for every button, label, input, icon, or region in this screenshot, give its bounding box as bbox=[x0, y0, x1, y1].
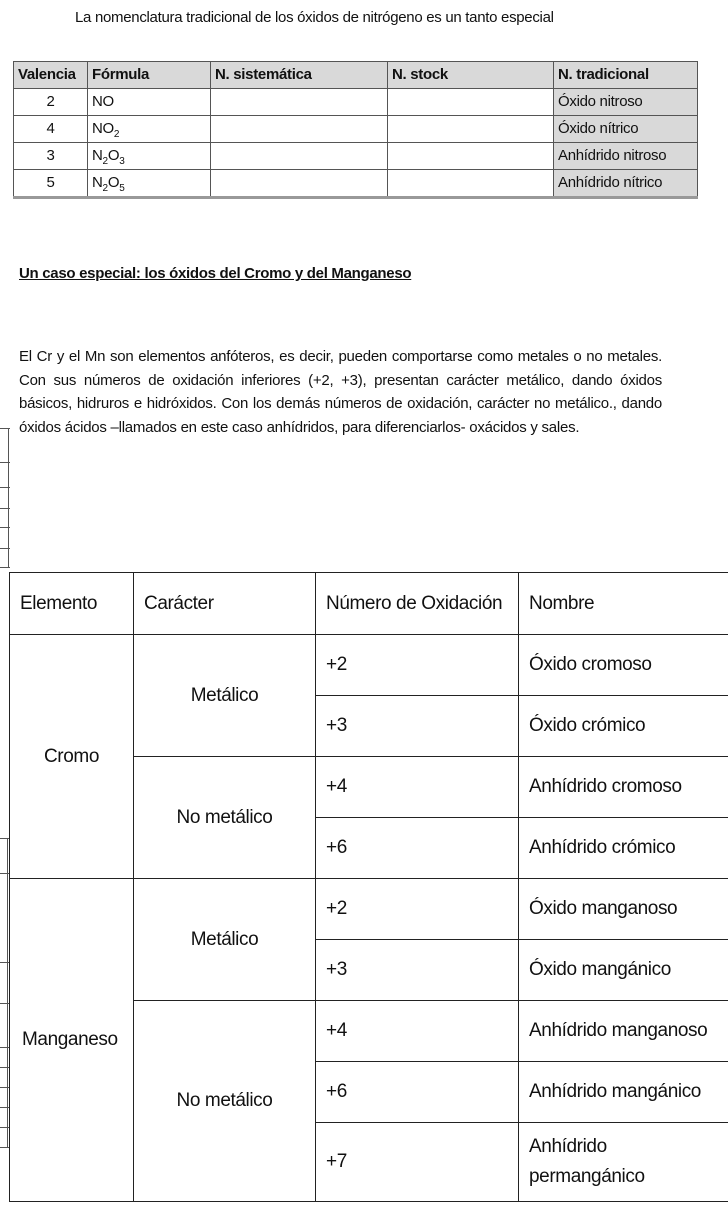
caracter-cell: Metálico bbox=[134, 879, 316, 1001]
formula-symbol: O bbox=[107, 174, 120, 191]
valencia-cell: 5 bbox=[14, 170, 88, 198]
sistematica-cell bbox=[211, 170, 388, 198]
sistematica-cell bbox=[211, 116, 388, 143]
oxidation-number-cell: +2 bbox=[316, 635, 519, 696]
formula-subscript: 2 bbox=[102, 156, 108, 167]
tradicional-cell: Anhídrido nítrico bbox=[554, 170, 698, 198]
oxide-name-cell: Anhídrido cromoso bbox=[519, 757, 728, 818]
table-header-row bbox=[14, 62, 698, 89]
formula-symbol: O bbox=[107, 147, 120, 164]
oxidation-number-cell: +6 bbox=[316, 1062, 519, 1123]
caracter-cell: Metálico bbox=[134, 635, 316, 757]
table-row bbox=[14, 89, 698, 116]
chromium-manganese-table bbox=[9, 572, 728, 1202]
formula-subscript: 2 bbox=[102, 183, 108, 194]
header-tradicional: N. tradicional bbox=[554, 62, 698, 89]
tradicional-cell: Óxido nitroso bbox=[554, 89, 698, 116]
table-row bbox=[14, 170, 698, 198]
caracter-cell: No metálico bbox=[134, 1001, 316, 1202]
formula-symbol: N bbox=[92, 147, 103, 164]
formula-subscript: 3 bbox=[119, 156, 125, 167]
stock-cell bbox=[388, 89, 554, 116]
tradicional-cell: Óxido nítrico bbox=[554, 116, 698, 143]
formula-cell bbox=[88, 170, 211, 198]
oxidation-number-cell: +7 bbox=[316, 1123, 519, 1202]
body-paragraph: El Cr y el Mn son elementos anfóteros, es decir, pueden comportarse como metales o no metales. Con sus números de oxidación inferiores (+2, +3), presentan carácter metálico, dando óxidos básicos, hidruros e hidróxidos. Con los demás números de oxidación, carácter no metálico., dando óxidos ácidos –llamados en este caso anhídridos, para diferenciarlos- oxácidos y sales. bbox=[19, 348, 662, 436]
element-cell: Manganeso bbox=[10, 879, 134, 1202]
header-sistematica: N. sistemática bbox=[211, 62, 388, 89]
element-cell: Cromo bbox=[10, 635, 134, 879]
formula-cell bbox=[88, 116, 211, 143]
valencia-cell: 2 bbox=[14, 89, 88, 116]
oxidation-number-cell: +3 bbox=[316, 696, 519, 757]
valencia-cell: 3 bbox=[14, 143, 88, 170]
oxide-name-cell: Anhídrido manganoso bbox=[519, 1001, 728, 1062]
sistematica-cell bbox=[211, 143, 388, 170]
oxidation-number-cell: +4 bbox=[316, 1001, 519, 1062]
oxidation-number-cell: +3 bbox=[316, 940, 519, 1001]
header-stock: N. stock bbox=[388, 62, 554, 89]
oxide-name-cell: Óxido crómico bbox=[519, 696, 728, 757]
oxidation-number-cell: +2 bbox=[316, 879, 519, 940]
nitrogen-oxides-table bbox=[13, 61, 698, 199]
header-nombre: Nombre bbox=[519, 573, 728, 635]
formula-cell bbox=[88, 143, 211, 170]
oxide-name-cell: Anhídrido permangánico bbox=[519, 1123, 728, 1202]
formula-symbol: NO bbox=[92, 93, 114, 110]
table-row bbox=[14, 116, 698, 143]
formula-subscript: 5 bbox=[119, 183, 125, 194]
stock-cell bbox=[388, 143, 554, 170]
oxide-name-cell: Anhídrido mangánico bbox=[519, 1062, 728, 1123]
oxide-name-cell: Óxido manganoso bbox=[519, 879, 728, 940]
header-formula: Fórmula bbox=[88, 62, 211, 89]
oxide-name-cell: Óxido mangánico bbox=[519, 940, 728, 1001]
oxide-name-cell: Óxido cromoso bbox=[519, 635, 728, 696]
caracter-cell: No metálico bbox=[134, 757, 316, 879]
section-title: Un caso especial: los óxidos del Cromo y del Manganeso bbox=[19, 265, 412, 282]
formula-symbol: NO bbox=[92, 120, 114, 137]
header-valencia: Valencia bbox=[14, 62, 88, 89]
oxidation-number-cell: +6 bbox=[316, 818, 519, 879]
intro-text: La nomenclatura tradicional de los óxidos de nitrógeno es un tanto especial bbox=[75, 9, 554, 26]
stock-cell bbox=[388, 170, 554, 198]
header-numero-oxidacion: Número de Oxidación bbox=[316, 573, 519, 635]
header-caracter: Carácter bbox=[134, 573, 316, 635]
table-header-row bbox=[10, 573, 728, 635]
oxidation-number-cell: +4 bbox=[316, 757, 519, 818]
table-row bbox=[14, 143, 698, 170]
tradicional-cell: Anhídrido nitroso bbox=[554, 143, 698, 170]
formula-cell bbox=[88, 89, 211, 116]
formula-symbol: N bbox=[92, 174, 103, 191]
header-elemento: Elemento bbox=[10, 573, 134, 635]
formula-subscript: 2 bbox=[113, 129, 120, 140]
oxide-name-cell: Anhídrido crómico bbox=[519, 818, 728, 879]
sistematica-cell bbox=[211, 89, 388, 116]
valencia-cell: 4 bbox=[14, 116, 88, 143]
stock-cell bbox=[388, 116, 554, 143]
table-row bbox=[10, 635, 728, 696]
table-row bbox=[10, 879, 728, 940]
